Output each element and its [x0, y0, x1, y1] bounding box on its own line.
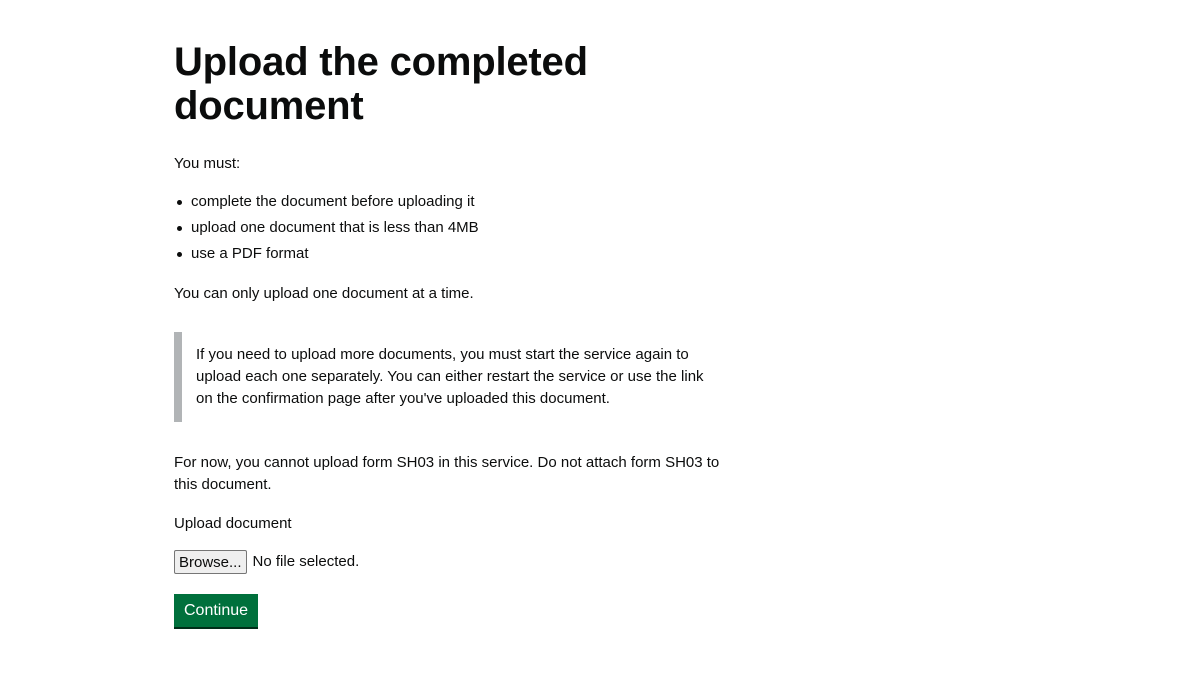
- continue-button[interactable]: Continue: [174, 594, 258, 627]
- intro-text: You must:: [174, 155, 241, 172]
- one-document-notice: You can only upload one document at a time.: [174, 285, 474, 302]
- page-title: Upload the completed document: [174, 40, 588, 128]
- sh03-notice: For now, you cannot upload form SH03 in this service. Do not attach form SH03 to this document.: [174, 454, 720, 493]
- browse-button[interactable]: Browse...: [174, 550, 247, 574]
- upload-document-label: Upload document: [174, 515, 292, 532]
- list-item: use a PDF format: [174, 244, 734, 264]
- inset-text: [174, 332, 716, 422]
- file-upload-field[interactable]: [174, 550, 734, 574]
- inset-text-content: If you need to upload more documents, you must start the service again to upload each one separately. You can either restart the service or use the link on the confirmation page after you've uploaded this document.: [196, 346, 704, 407]
- requirements-list: [174, 192, 734, 264]
- file-status-text: No file selected.: [252, 553, 360, 570]
- main-content: [174, 40, 734, 627]
- list-item: complete the document before uploading it: [174, 192, 734, 212]
- list-item: upload one document that is less than 4MB: [174, 218, 734, 238]
